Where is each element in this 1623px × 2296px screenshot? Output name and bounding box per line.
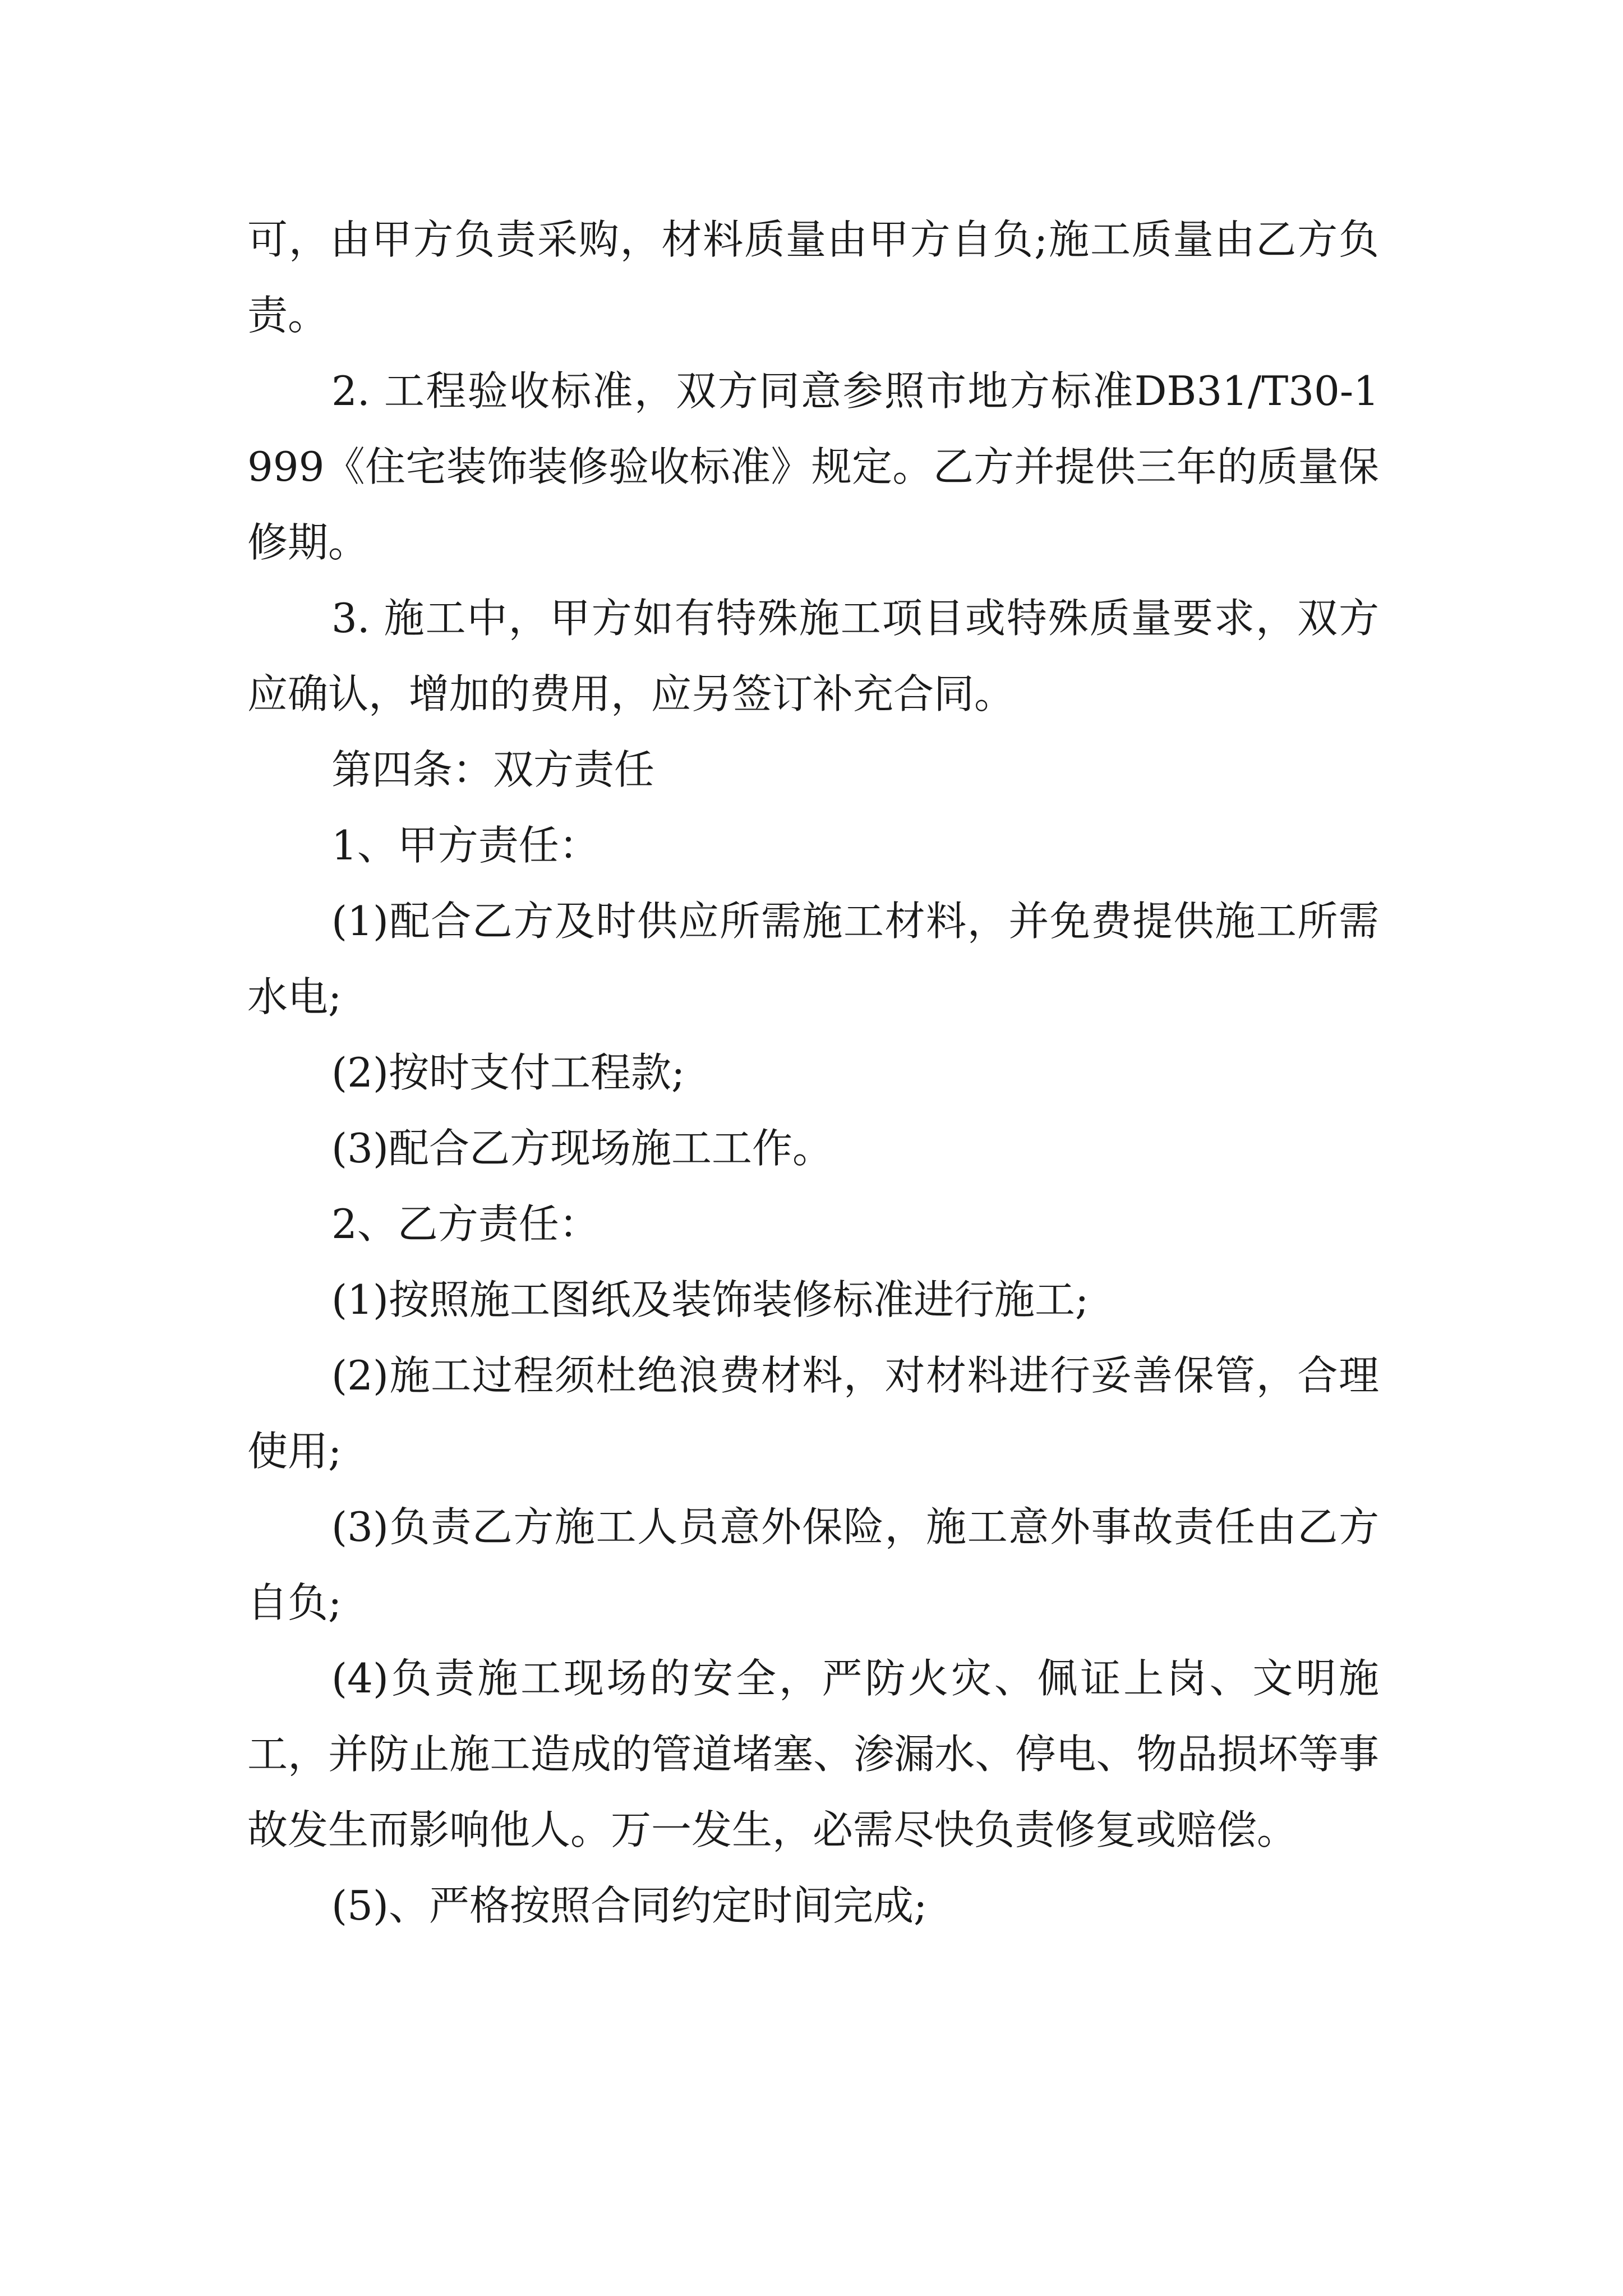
subheading-party-a-duties: 1、甲方责任： [331, 822, 600, 869]
list-item-party-a-2: (2)按时支付工程款; [331, 1049, 685, 1096]
list-item-party-a-1: (1)配合乙方及时供应所需施工材料，并免费提供施工所需水电; [247, 898, 1379, 1020]
list-item-party-b-3: (3)负责乙方施工人员意外保险，施工意外事故责任由乙方自负; [247, 1503, 1379, 1626]
paragraph-special-items: 3. 施工中，甲方如有特殊施工项目或特殊质量要求，双方应确认，增加的费用，应另签订补充合同。 [247, 595, 1379, 717]
paragraph-acceptance-standard: 2. 工程验收标准，双方同意参照市地方标准DB31/T30-1999《住宅装饰装修验收标准》规定。乙方并提供三年的质量保修期。 [247, 367, 1379, 566]
list-item-party-b-2: (2)施工过程须杜绝浪费材料，对材料进行妥善保管，合理使用; [247, 1352, 1379, 1475]
document-body [247, 202, 1379, 1944]
subheading-party-b-duties: 2、乙方责任： [331, 1200, 600, 1248]
list-item-party-b-1: (1)按照施工图纸及装饰装修标准进行施工; [331, 1276, 1089, 1323]
list-item-party-b-5: (5)、严格按照合同约定时间完成; [331, 1882, 928, 1929]
paragraph-material-responsibility: 可，由甲方负责采购，材料质量由甲方自负;施工质量由乙方负责。 [247, 216, 1379, 339]
list-item-party-a-3: (3)配合乙方现场施工工作。 [331, 1125, 833, 1172]
section-heading-article-4: 第四条：双方责任 [331, 746, 655, 793]
list-item-party-b-4: (4)负责施工现场的安全，严防火灾、佩证上岗、文明施工，并防止施工造成的管道堵塞、渗漏水、停电、物品损坏等事故发生而影响他人。万一发生，必需尽快负责修复或赔偿。 [247, 1655, 1379, 1853]
